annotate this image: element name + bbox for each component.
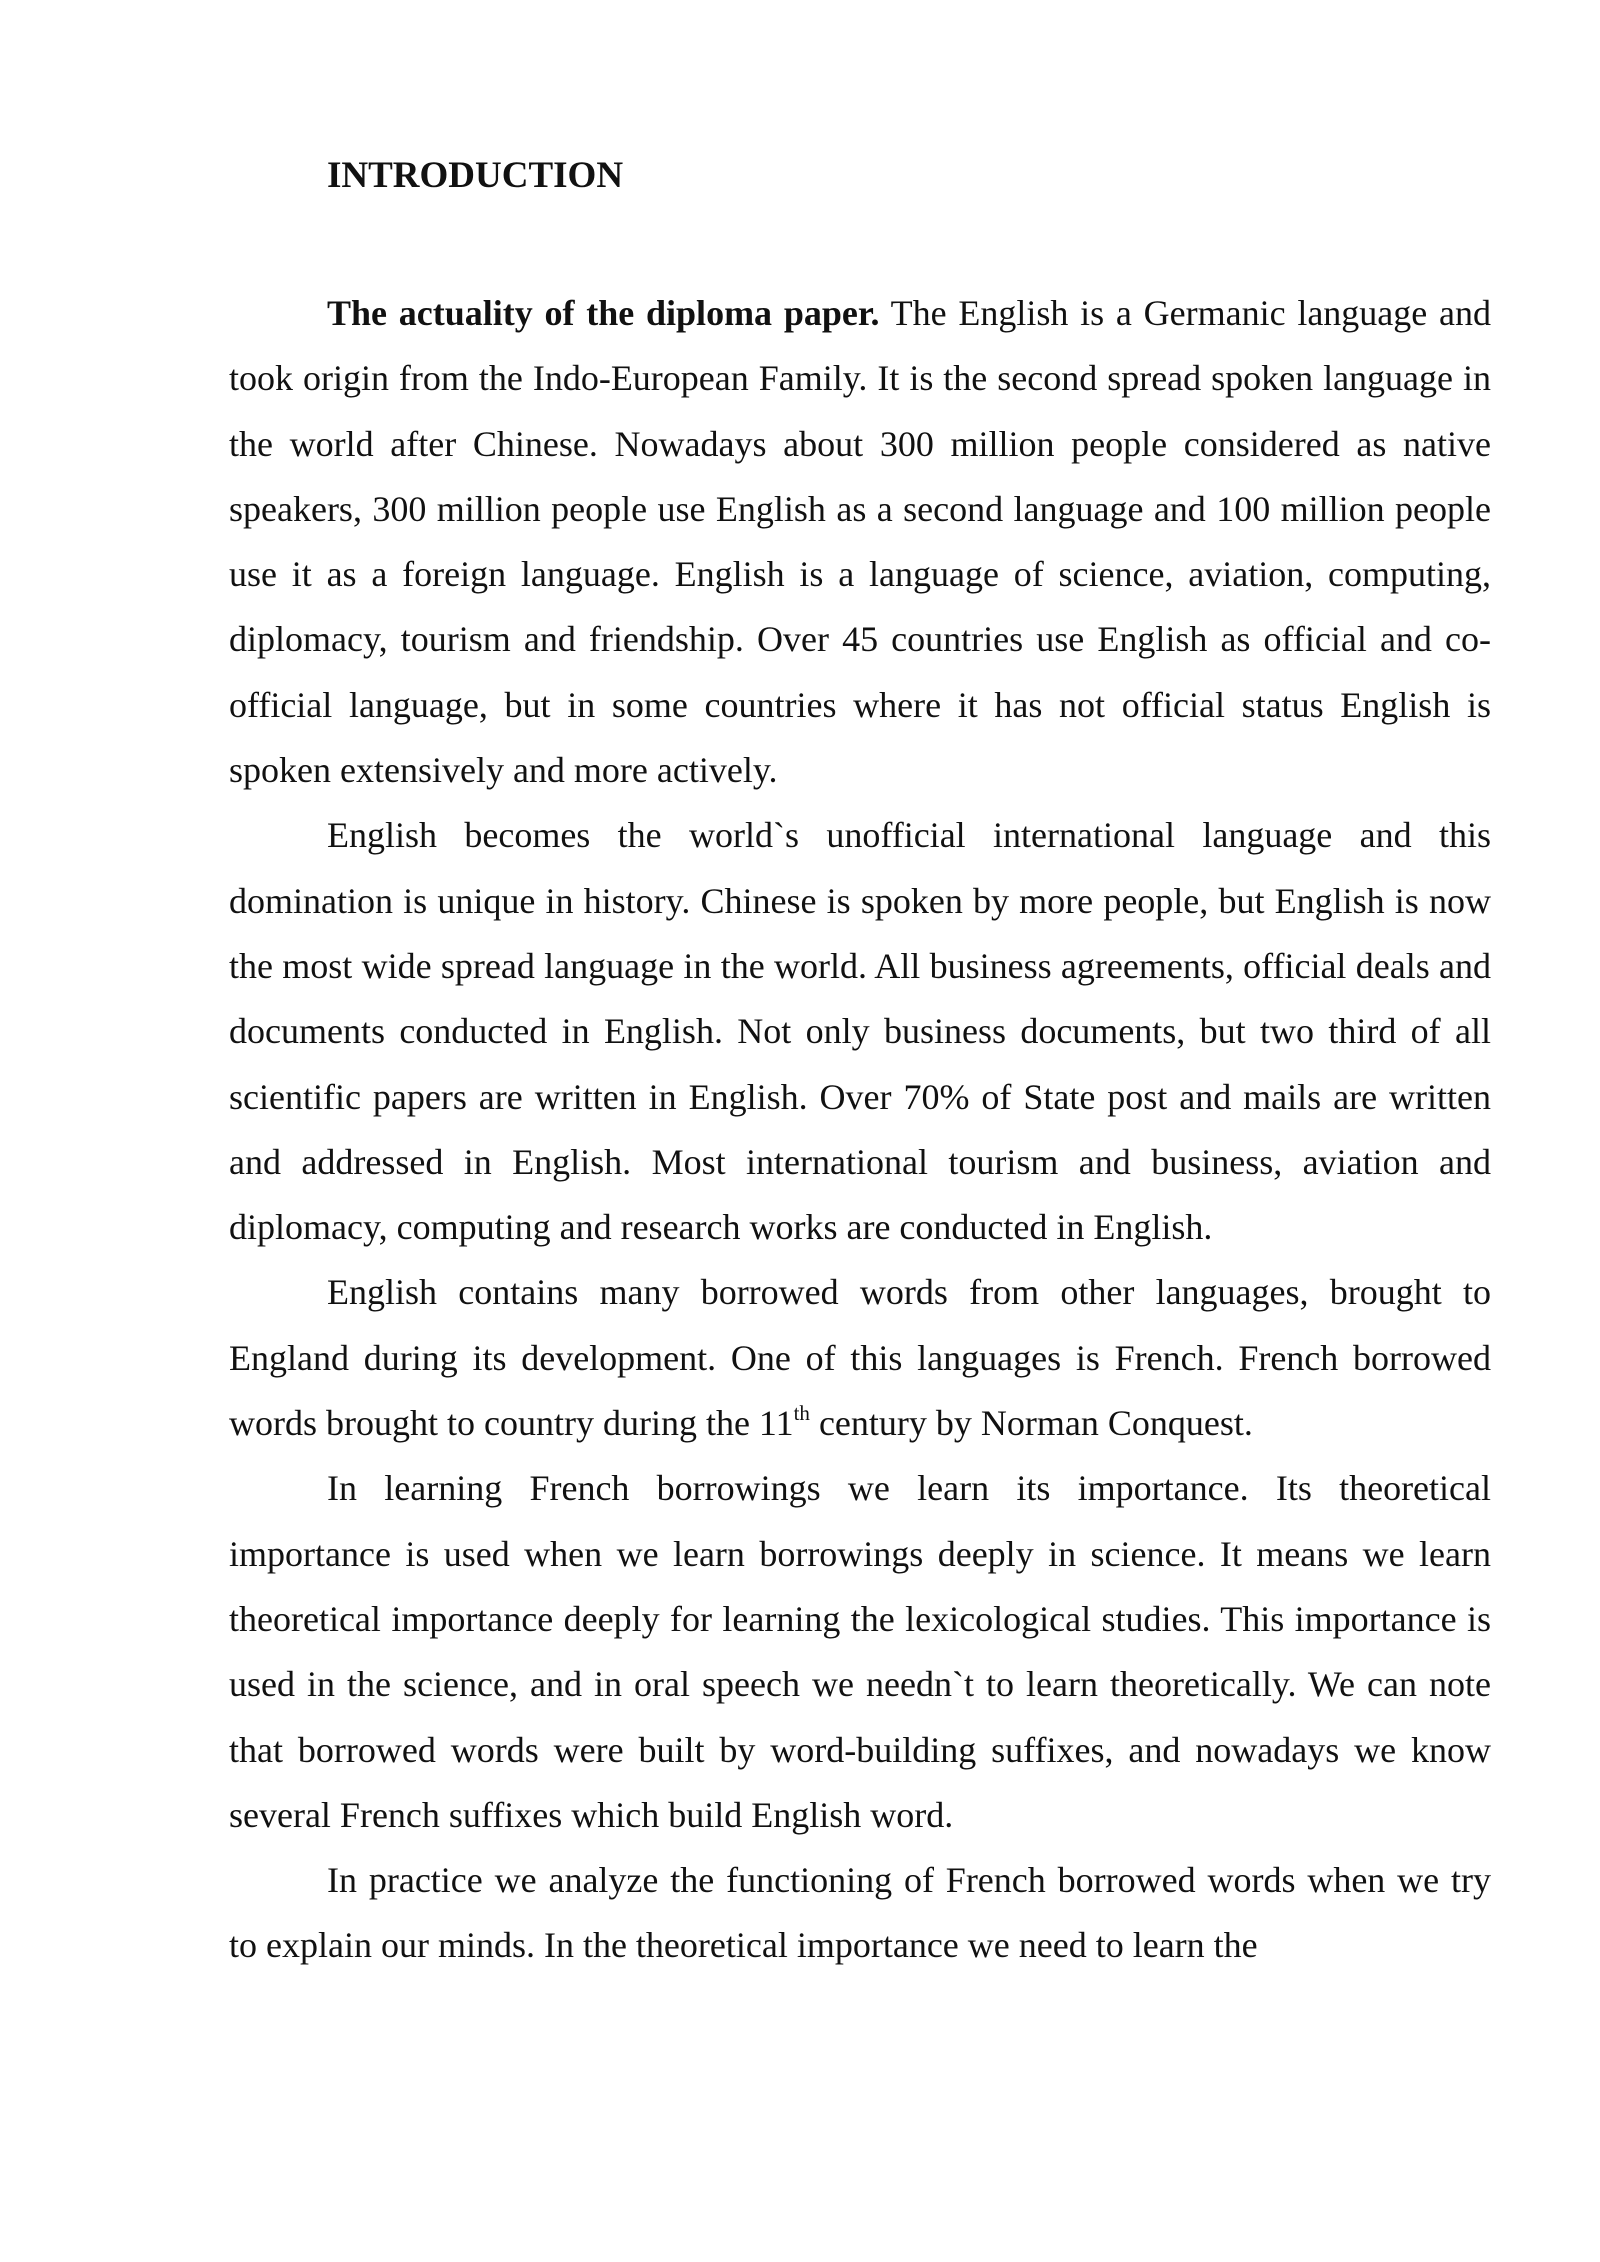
- paragraph-lead: The actuality of the diploma paper.: [327, 293, 880, 333]
- ordinal-superscript: th: [793, 1401, 810, 1426]
- paragraph-text: English contains many borrowed words from other languages, brought to England during its development. One of this languages is French. French borrowed words brought to country during the 11: [229, 1272, 1491, 1444]
- paragraph-practice: [229, 1848, 1491, 1979]
- paragraph-text: English becomes the world`s unofficial international language and this domination is unique in history. Chinese is spoken by more people, but English is now the most wide spread language in the world. All business agreements, official deals and documents conducted in English. Not only business documents, but two third of all scientific papers are written in English. Over 70% of State post and mails are written and addressed in English. Most international tourism and business, aviation and diplomacy, computing and research works are conducted in English.: [229, 815, 1491, 1248]
- paragraph-actuality: [229, 281, 1491, 803]
- paragraph-domination: [229, 803, 1491, 1260]
- paragraph-text: The English is a Germanic language and took origin from the Indo-European Family. It is the second spread spoken language in the world after Chinese. Nowadays about 300 million people considered as native speakers, 300 million people use English as a second language and 100 million people use it as a foreign language. English is a language of science, aviation, computing, diplomacy, tourism and friendship. Over 45 countries use English as official and co-official language, but in some countries where it has not official status English is spoken extensively and more actively.: [229, 293, 1492, 791]
- paragraph-text: century by Norman Conquest.: [809, 1403, 1253, 1444]
- paragraph-text: In practice we analyze the functioning of French borrowed words when we try to explain our minds. In the theoretical importance we need to learn the: [229, 1860, 1491, 1966]
- paragraph-borrowed-words: [229, 1260, 1491, 1456]
- paragraph-importance: [229, 1456, 1491, 1848]
- body-text: [229, 281, 1491, 1979]
- section-heading: INTRODUCTION: [327, 155, 624, 196]
- paragraph-text: In learning French borrowings we learn its importance. Its theoretical importance is used when we learn borrowings deeply in science. It means we learn theoretical importance deeply for learning the lexicological studies. This importance is used in the science, and in oral speech we needn`t to learn theoretically. We can note that borrowed words were built by word-building suffixes, and nowadays we know several French suffixes which build English word.: [229, 1468, 1491, 1835]
